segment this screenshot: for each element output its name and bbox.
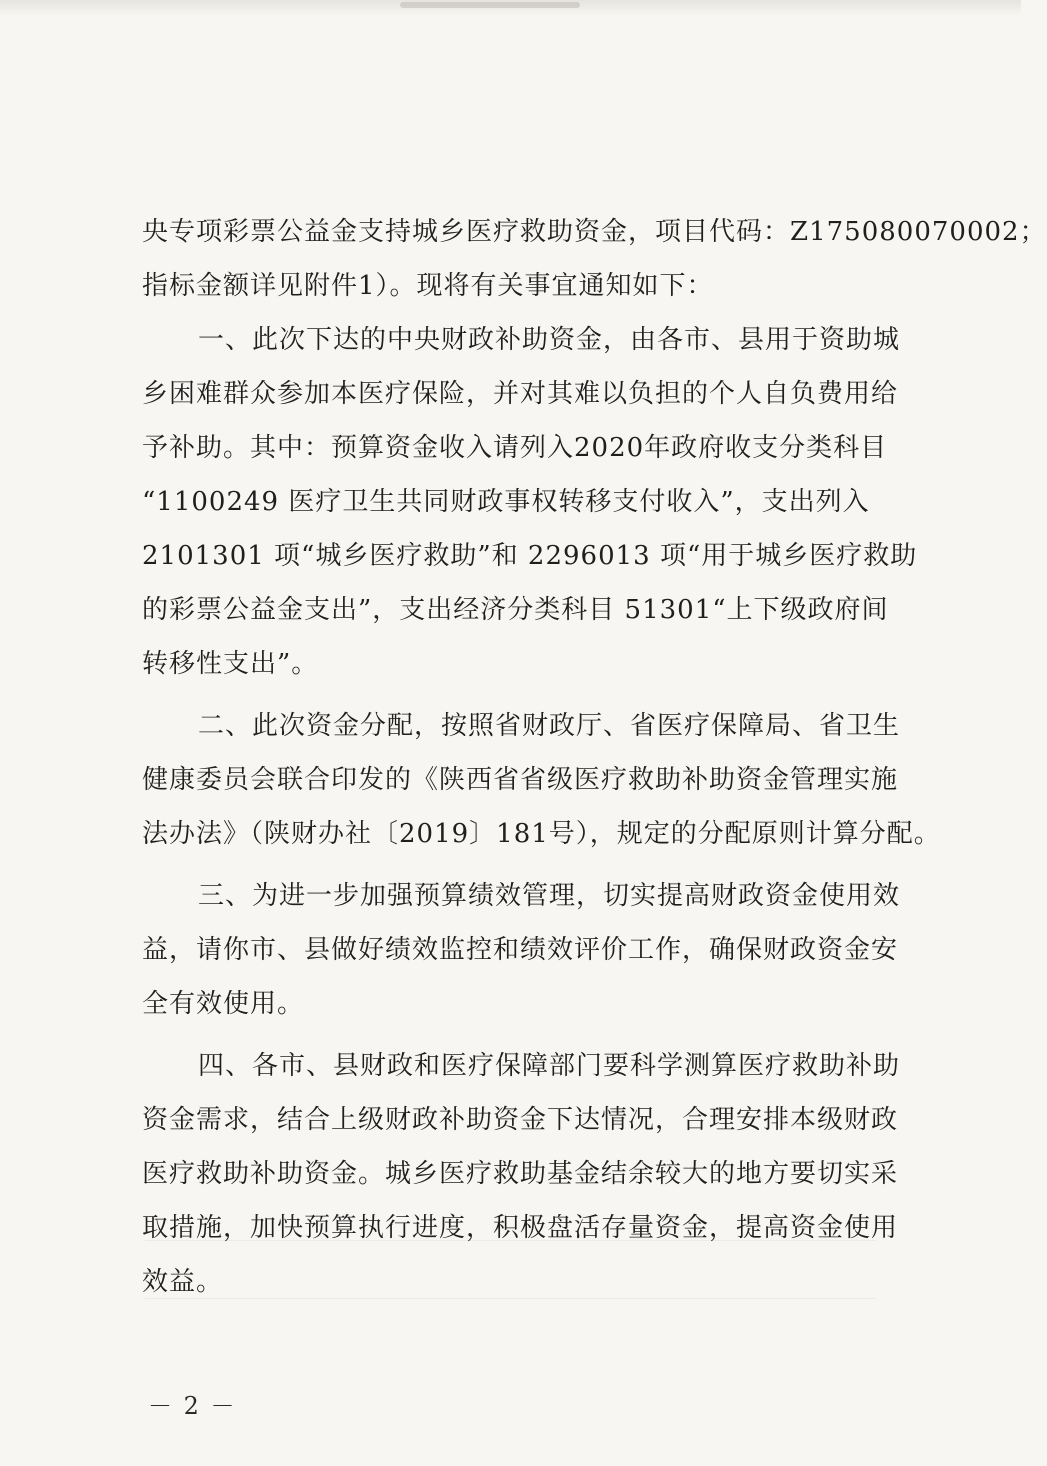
section-1-line-2: 乡困难群众参加本医疗保险，并对其难以负担的个人自负费用给 <box>142 379 899 409</box>
section-2-line-1: 二、此次资金分配，按照省财政厅、省医疗保障局、省卫生 <box>198 711 901 741</box>
paragraph-gap <box>142 691 898 699</box>
document-body <box>142 205 1047 1309</box>
section-4-line-1: 四、各市、县财政和医疗保障部门要科学测算医疗救助补助 <box>198 1051 901 1081</box>
scan-top-edge <box>0 0 1021 16</box>
bleed-through-line <box>145 1298 876 1299</box>
section-2-line-2: 健康委员会联合印发的《陕西省省级医疗救助补助资金管理实施 <box>142 765 899 795</box>
scan-mark <box>400 2 580 8</box>
section-4-line-2: 资金需求，结合上级财政补助资金下达情况，合理安排本级财政 <box>142 1105 899 1135</box>
section-1-line-3: 予补助。其中：预算资金收入请列入2020年政府收支分类科目 <box>142 433 888 463</box>
section-1-line-7: 转移性支出”。 <box>142 649 319 679</box>
section-4-line-3: 医疗救助补助资金。城乡医疗救助基金结余较大的地方要切实采 <box>142 1159 899 1189</box>
bleed-through-line <box>145 1240 876 1241</box>
section-3-line-1: 三、为进一步加强预算绩效管理，切实提高财政资金使用效 <box>198 881 901 911</box>
page-number: － 2 － <box>148 1392 237 1420</box>
paragraph-gap <box>142 861 898 869</box>
section-2-line-3: 法办法》（陕财办社〔2019〕181号），规定的分配原则计算分配。 <box>142 819 941 849</box>
section-1-line-5: 2101301 项“城乡医疗救助”和 2296013 项“用于城乡医疗救助 <box>142 541 918 571</box>
intro-line-1: 央专项彩票公益金支持城乡医疗救助资金，项目代码：Z175080070002； <box>142 217 1047 247</box>
section-3-line-2: 益，请你市、县做好绩效监控和绩效评价工作，确保财政资金安 <box>142 935 899 965</box>
intro-line-2: 指标金额详见附件1）。现将有关事宜通知如下： <box>142 271 714 301</box>
section-3-line-3: 全有效使用。 <box>142 989 305 1019</box>
section-1-line-4: “1100249 医疗卫生共同财政事权转移支付收入”，支出列入 <box>142 487 870 517</box>
paragraph-gap <box>142 1031 898 1039</box>
section-4-line-4: 取措施，加快预算执行进度，积极盘活存量资金，提高资金使用 <box>142 1213 899 1243</box>
section-1-line-6: 的彩票公益金支出”，支出经济分类科目 51301“上下级政府间 <box>142 595 889 625</box>
section-1-line-1: 一、此次下达的中央财政补助资金，由各市、县用于资助城 <box>198 325 901 355</box>
section-4-line-5: 效益。 <box>142 1267 224 1297</box>
